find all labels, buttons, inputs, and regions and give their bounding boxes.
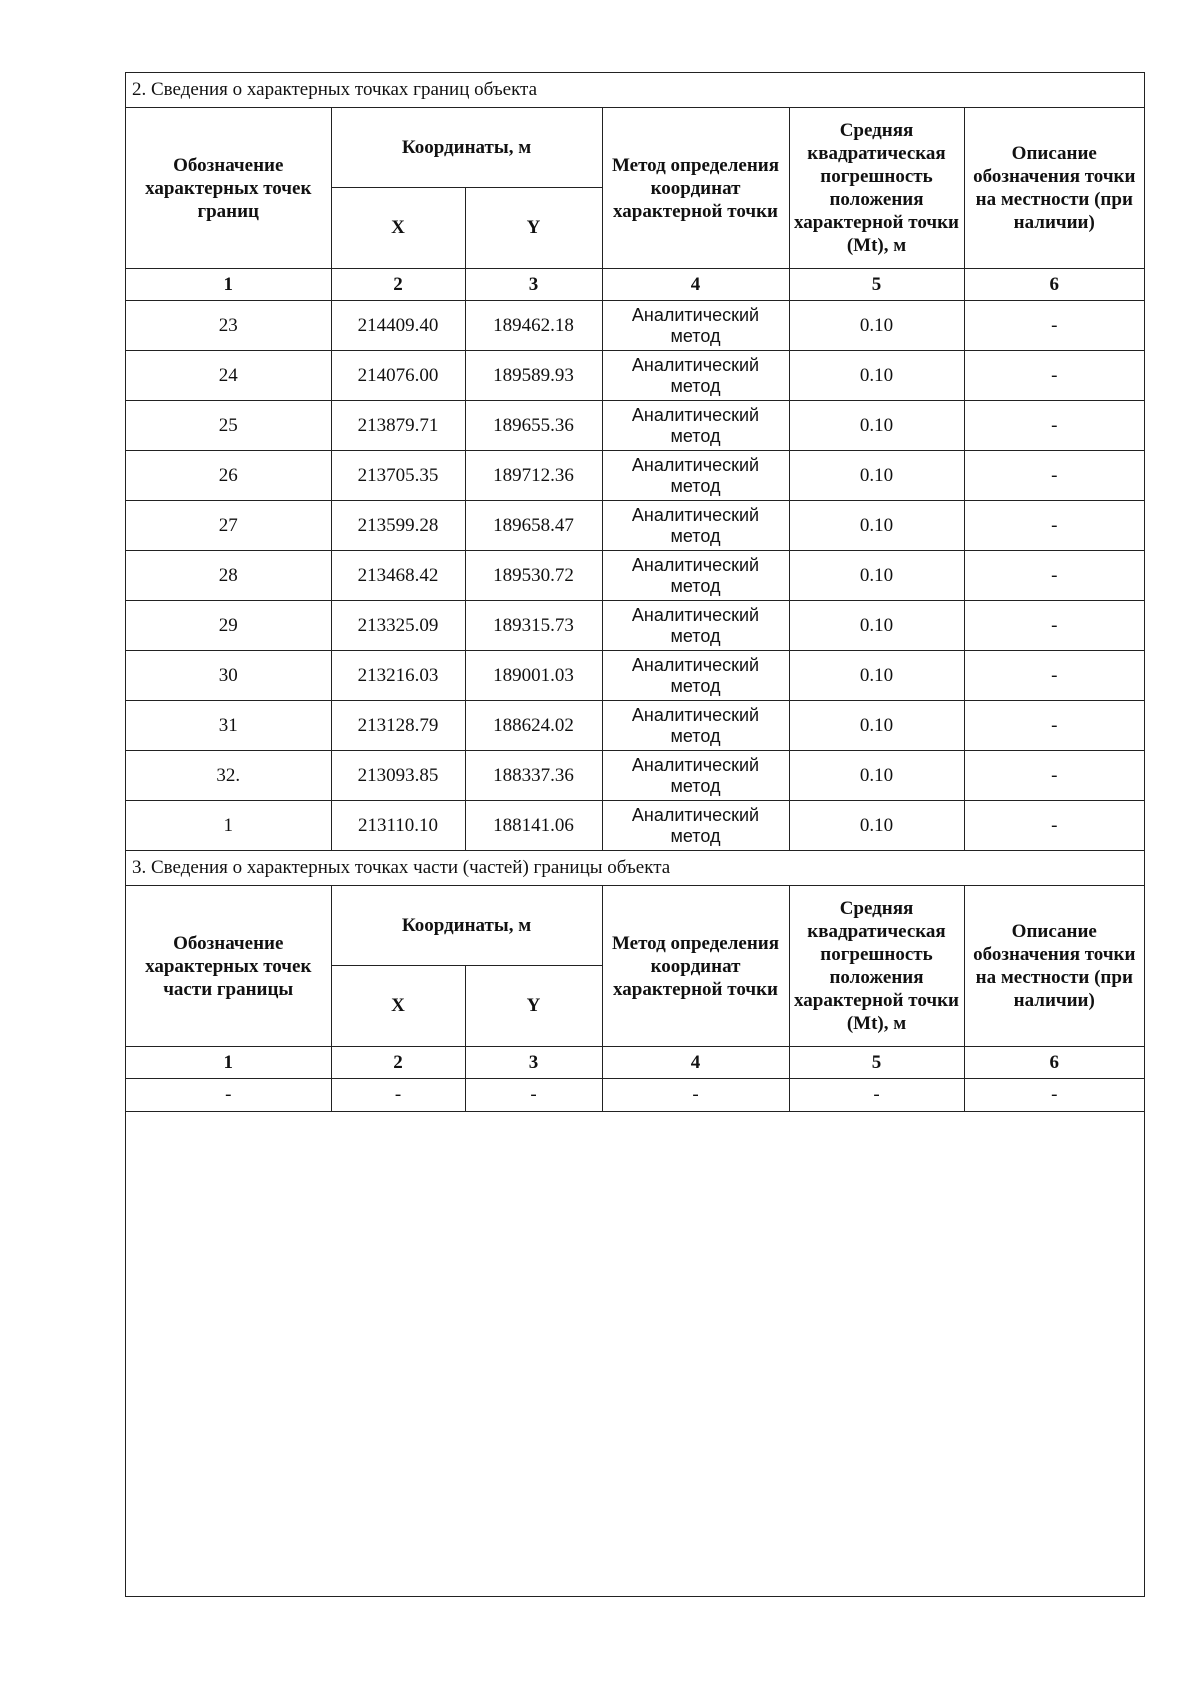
coord-y: 189315.73 bbox=[465, 601, 602, 651]
point-id: 24 bbox=[126, 351, 331, 401]
method: Аналитический метод bbox=[602, 451, 789, 501]
method: Аналитический метод bbox=[602, 301, 789, 351]
coord-x: 213325.09 bbox=[331, 601, 465, 651]
coord-x: 213468.42 bbox=[331, 551, 465, 601]
table-row bbox=[126, 1079, 1144, 1112]
description: - bbox=[964, 301, 1144, 351]
coord-x: 213879.71 bbox=[331, 401, 465, 451]
coord-y: 189712.36 bbox=[465, 451, 602, 501]
description: - bbox=[964, 751, 1144, 801]
coord-x: 213093.85 bbox=[331, 751, 465, 801]
point-id: 23 bbox=[126, 301, 331, 351]
description: - bbox=[964, 451, 1144, 501]
description: - bbox=[964, 601, 1144, 651]
description: - bbox=[964, 501, 1144, 551]
section3-colnum-6: 6 bbox=[964, 1047, 1144, 1079]
method: Аналитический метод bbox=[602, 651, 789, 701]
section2-header-designation: Обозначение характерных точек границ bbox=[126, 108, 331, 269]
method: Аналитический метод bbox=[602, 501, 789, 551]
error-mt: 0.10 bbox=[789, 801, 964, 851]
error-mt: 0.10 bbox=[789, 751, 964, 801]
table-row bbox=[126, 801, 1144, 851]
table-row bbox=[126, 651, 1144, 701]
section2-header-error: Средняя квадратическая погрешность положения характерной точки (Mt), м bbox=[789, 108, 964, 269]
description: - bbox=[964, 551, 1144, 601]
point-id: 1 bbox=[126, 801, 331, 851]
table-row bbox=[126, 751, 1144, 801]
coord-x: 213128.79 bbox=[331, 701, 465, 751]
method: Аналитический метод bbox=[602, 401, 789, 451]
error-mt: 0.10 bbox=[789, 401, 964, 451]
table-row bbox=[126, 351, 1144, 401]
points-table bbox=[126, 73, 1144, 1112]
point-id: 30 bbox=[126, 651, 331, 701]
error-mt: 0.10 bbox=[789, 301, 964, 351]
section3-colnum-1: 1 bbox=[126, 1047, 331, 1079]
section2-colnum-2: 2 bbox=[331, 269, 465, 301]
section3-header-x: X bbox=[331, 965, 465, 1046]
section3-header-error: Средняя квадратическая погрешность положения характерной точки (Mt), м bbox=[789, 886, 964, 1047]
coord-x: 213705.35 bbox=[331, 451, 465, 501]
section2-header-description: Описание обозначения точки на местности (при наличии) bbox=[964, 108, 1144, 269]
section3-header-designation: Обозначение характерных точек части границы bbox=[126, 886, 331, 1047]
table-row bbox=[126, 401, 1144, 451]
table-row bbox=[126, 501, 1144, 551]
description: - bbox=[964, 351, 1144, 401]
section2-header-coords: Координаты, м bbox=[331, 108, 602, 188]
section2-colnum-4: 4 bbox=[602, 269, 789, 301]
error-mt: 0.10 bbox=[789, 451, 964, 501]
method: - bbox=[602, 1079, 789, 1112]
description: - bbox=[964, 701, 1144, 751]
method: Аналитический метод bbox=[602, 751, 789, 801]
method: Аналитический метод bbox=[602, 601, 789, 651]
coord-y: 189589.93 bbox=[465, 351, 602, 401]
section3-title: 3. Сведения о характерных точках части (частей) границы объекта bbox=[126, 851, 1144, 886]
coord-x: 213599.28 bbox=[331, 501, 465, 551]
method: Аналитический метод bbox=[602, 551, 789, 601]
section3-header-y: Y bbox=[465, 965, 602, 1046]
section3-colnum-3: 3 bbox=[465, 1047, 602, 1079]
table-row bbox=[126, 701, 1144, 751]
error-mt: 0.10 bbox=[789, 501, 964, 551]
section2-colnum-3: 3 bbox=[465, 269, 602, 301]
section3-colnum-2: 2 bbox=[331, 1047, 465, 1079]
point-id: - bbox=[126, 1079, 331, 1112]
coord-x: 214409.40 bbox=[331, 301, 465, 351]
section3-colnum-4: 4 bbox=[602, 1047, 789, 1079]
error-mt: 0.10 bbox=[789, 551, 964, 601]
coord-y: 189655.36 bbox=[465, 401, 602, 451]
section2-header-y: Y bbox=[465, 187, 602, 268]
section3-header-method: Метод определения координат характерной точки bbox=[602, 886, 789, 1047]
coord-y: 189001.03 bbox=[465, 651, 602, 701]
coord-y: 188337.36 bbox=[465, 751, 602, 801]
description: - bbox=[964, 1079, 1144, 1112]
coord-x: 213110.10 bbox=[331, 801, 465, 851]
table-row bbox=[126, 451, 1144, 501]
error-mt: 0.10 bbox=[789, 601, 964, 651]
coord-y: - bbox=[465, 1079, 602, 1112]
section2-title: 2. Сведения о характерных точках границ объекта bbox=[126, 73, 1144, 108]
error-mt: 0.10 bbox=[789, 651, 964, 701]
point-id: 25 bbox=[126, 401, 331, 451]
point-id: 28 bbox=[126, 551, 331, 601]
point-id: 32. bbox=[126, 751, 331, 801]
section3-header-coords: Координаты, м bbox=[331, 886, 602, 966]
section2-header-method: Метод определения координат характерной точки bbox=[602, 108, 789, 269]
section2-colnum-6: 6 bbox=[964, 269, 1144, 301]
point-id: 26 bbox=[126, 451, 331, 501]
method: Аналитический метод bbox=[602, 701, 789, 751]
section3-header-description: Описание обозначения точки на местности (при наличии) bbox=[964, 886, 1144, 1047]
table-row bbox=[126, 301, 1144, 351]
table-row bbox=[126, 601, 1144, 651]
description: - bbox=[964, 651, 1144, 701]
coord-y: 189530.72 bbox=[465, 551, 602, 601]
error-mt: 0.10 bbox=[789, 701, 964, 751]
method: Аналитический метод bbox=[602, 801, 789, 851]
section2-colnum-5: 5 bbox=[789, 269, 964, 301]
coord-y: 188624.02 bbox=[465, 701, 602, 751]
coord-x: 214076.00 bbox=[331, 351, 465, 401]
error-mt: - bbox=[789, 1079, 964, 1112]
coord-y: 189462.18 bbox=[465, 301, 602, 351]
description: - bbox=[964, 401, 1144, 451]
section2-colnum-1: 1 bbox=[126, 269, 331, 301]
description: - bbox=[964, 801, 1144, 851]
coord-x: 213216.03 bbox=[331, 651, 465, 701]
coord-y: 188141.06 bbox=[465, 801, 602, 851]
point-id: 29 bbox=[126, 601, 331, 651]
coord-y: 189658.47 bbox=[465, 501, 602, 551]
section3-colnum-5: 5 bbox=[789, 1047, 964, 1079]
error-mt: 0.10 bbox=[789, 351, 964, 401]
section2-header-x: X bbox=[331, 187, 465, 268]
point-id: 31 bbox=[126, 701, 331, 751]
coord-x: - bbox=[331, 1079, 465, 1112]
point-id: 27 bbox=[126, 501, 331, 551]
document-frame bbox=[125, 72, 1145, 1597]
method: Аналитический метод bbox=[602, 351, 789, 401]
table-row bbox=[126, 551, 1144, 601]
